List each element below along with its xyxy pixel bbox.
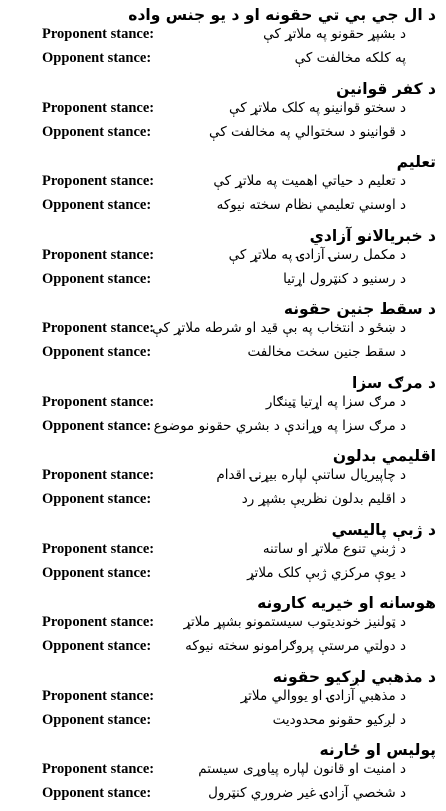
topic-title: اقليمي بدلون — [332, 447, 436, 465]
proponent-stance-row — [0, 537, 446, 561]
proponent-stance-row — [0, 22, 446, 46]
proponent-stance-text: د ژبني تنوع ملاتړ او ساتنه — [262, 540, 406, 557]
proponent-stance-text: د مکمل رسنۍ آزادۍ په ملاتړ کې — [228, 246, 406, 263]
opponent-stance-row — [0, 561, 446, 585]
opponent-stance-text: د رسنيو د کنټرول اړتيا — [283, 270, 406, 287]
opponent-stance-row — [0, 340, 446, 364]
opponent-stance-row — [0, 634, 446, 658]
topic-block — [0, 296, 446, 370]
topic-title: د سقط جنين حقونه — [283, 300, 436, 318]
topic-title: د ال جي بي تي حقونه او د يو جنس واده — [128, 6, 436, 24]
proponent-stance-row — [0, 243, 446, 267]
opponent-stance-label: Opponent stance: — [42, 50, 152, 66]
topic-block — [0, 370, 446, 444]
proponent-stance-text: د ټولنيز خونديتوب سيستمونو بشپړ ملاتړ — [183, 614, 406, 630]
topic-block — [0, 2, 446, 76]
proponent-stance-label: Proponent stance: — [42, 540, 155, 557]
proponent-stance-text: د بشپړ حقونو په ملاتړ کې — [263, 26, 406, 42]
opponent-stance-text: د اقليم بدلون نظريې بشپړ رد — [241, 491, 406, 507]
proponent-stance-label: Proponent stance: — [42, 320, 155, 336]
proponent-stance-row — [0, 463, 446, 487]
proponent-stance-row — [0, 96, 446, 120]
opponent-stance-row — [0, 487, 446, 511]
topic-block — [0, 76, 446, 150]
proponent-stance-label: Proponent stance: — [42, 246, 155, 263]
opponent-stance-label: Opponent stance: — [42, 270, 152, 287]
topic-title: تعليم — [396, 153, 436, 171]
proponent-stance-text: د سختو قوانينو په کلک ملاتړ کې — [228, 99, 406, 116]
opponent-stance-text: د شخصي آزادۍ غير ضروري کنټرول — [208, 785, 406, 801]
topic-block — [0, 664, 446, 738]
opponent-stance-label: Opponent stance: — [42, 197, 152, 213]
proponent-stance-label: Proponent stance: — [42, 173, 155, 189]
opponent-stance-text: د دولتي مرستې پروګرامونو سخته نيوکه — [185, 638, 406, 654]
opponent-stance-label: Opponent stance: — [42, 123, 152, 140]
proponent-stance-text: د ښځو د انتخاب په بې قيد او شرطه ملاتړ کې — [152, 320, 406, 336]
opponent-stance-text: د لږکيو حقونو محدوديت — [272, 711, 406, 728]
proponent-stance-text: د تعليم د حياتي اهميت په ملاتړ کې — [213, 173, 406, 189]
proponent-stance-label: Proponent stance: — [42, 467, 155, 483]
opponent-stance-row — [0, 267, 446, 291]
opponent-stance-text: د اوسني تعليمي نظام سخته نيوکه — [216, 197, 406, 213]
topic-block — [0, 443, 446, 517]
topic-title: د خبريالانو آزادي — [309, 226, 436, 245]
topic-title: د مذهبي لږکيو حقونه — [272, 667, 436, 686]
topic-block — [0, 590, 446, 664]
proponent-stance-text: د چاپيريال ساتنې لپاره بيړنۍ اقدام — [216, 467, 406, 483]
proponent-stance-label: Proponent stance: — [42, 393, 155, 410]
opponent-stance-text: د سقط جنين سخت مخالفت — [247, 344, 406, 360]
opponent-stance-text: په کلکه مخالفت کې — [294, 50, 406, 66]
proponent-stance-text: د مذهبي آزادۍ او يووالي ملاتړ — [240, 687, 406, 704]
topic-block — [0, 737, 446, 811]
topic-block — [0, 149, 446, 223]
proponent-stance-label: Proponent stance: — [42, 687, 155, 704]
opponent-stance-label: Opponent stance: — [42, 344, 152, 360]
topic-title: د کفر قوانين — [336, 79, 436, 98]
proponent-stance-row — [0, 610, 446, 634]
opponent-stance-text: د مرګ سزا په وړاندې د بشري حقونو موضوع — [153, 417, 406, 434]
opponent-stance-label: Opponent stance: — [42, 417, 152, 434]
topic-title: د مرګ سزا — [351, 373, 436, 392]
opponent-stance-label: Opponent stance: — [42, 491, 152, 507]
opponent-stance-row — [0, 46, 446, 70]
opponent-stance-text: د يوې مرکزي ژبې کلک ملاتړ — [247, 564, 406, 581]
proponent-stance-label: Proponent stance: — [42, 26, 155, 42]
opponent-stance-row — [0, 781, 446, 805]
opponent-stance-label: Opponent stance: — [42, 638, 152, 654]
opponent-stance-label: Opponent stance: — [42, 564, 152, 581]
proponent-stance-row — [0, 169, 446, 193]
opponent-stance-row — [0, 708, 446, 732]
topic-block — [0, 517, 446, 591]
proponent-stance-row — [0, 684, 446, 708]
proponent-stance-row — [0, 757, 446, 781]
opponent-stance-row — [0, 414, 446, 438]
proponent-stance-text: د مرګ سزا په اړتيا ټينګار — [265, 393, 406, 410]
opponent-stance-label: Opponent stance: — [42, 711, 152, 728]
opponent-stance-text: د قوانينو د سختوالي په مخالفت کې — [209, 123, 406, 140]
proponent-stance-label: Proponent stance: — [42, 761, 155, 777]
proponent-stance-label: Proponent stance: — [42, 99, 155, 116]
proponent-stance-row — [0, 316, 446, 340]
proponent-stance-label: Proponent stance: — [42, 614, 155, 630]
opponent-stance-label: Opponent stance: — [42, 785, 152, 801]
topic-title: د ژبې پاليسي — [331, 520, 436, 539]
opponent-stance-row — [0, 193, 446, 217]
topic-block — [0, 223, 446, 297]
opponent-stance-row — [0, 120, 446, 144]
proponent-stance-text: د امنيت او قانون لپاره پياوړی سيستم — [198, 761, 406, 777]
topic-title: پوليس او ځارنه — [319, 741, 436, 759]
proponent-stance-row — [0, 390, 446, 414]
topic-title: هوسانه او خيريه کارونه — [257, 594, 436, 612]
